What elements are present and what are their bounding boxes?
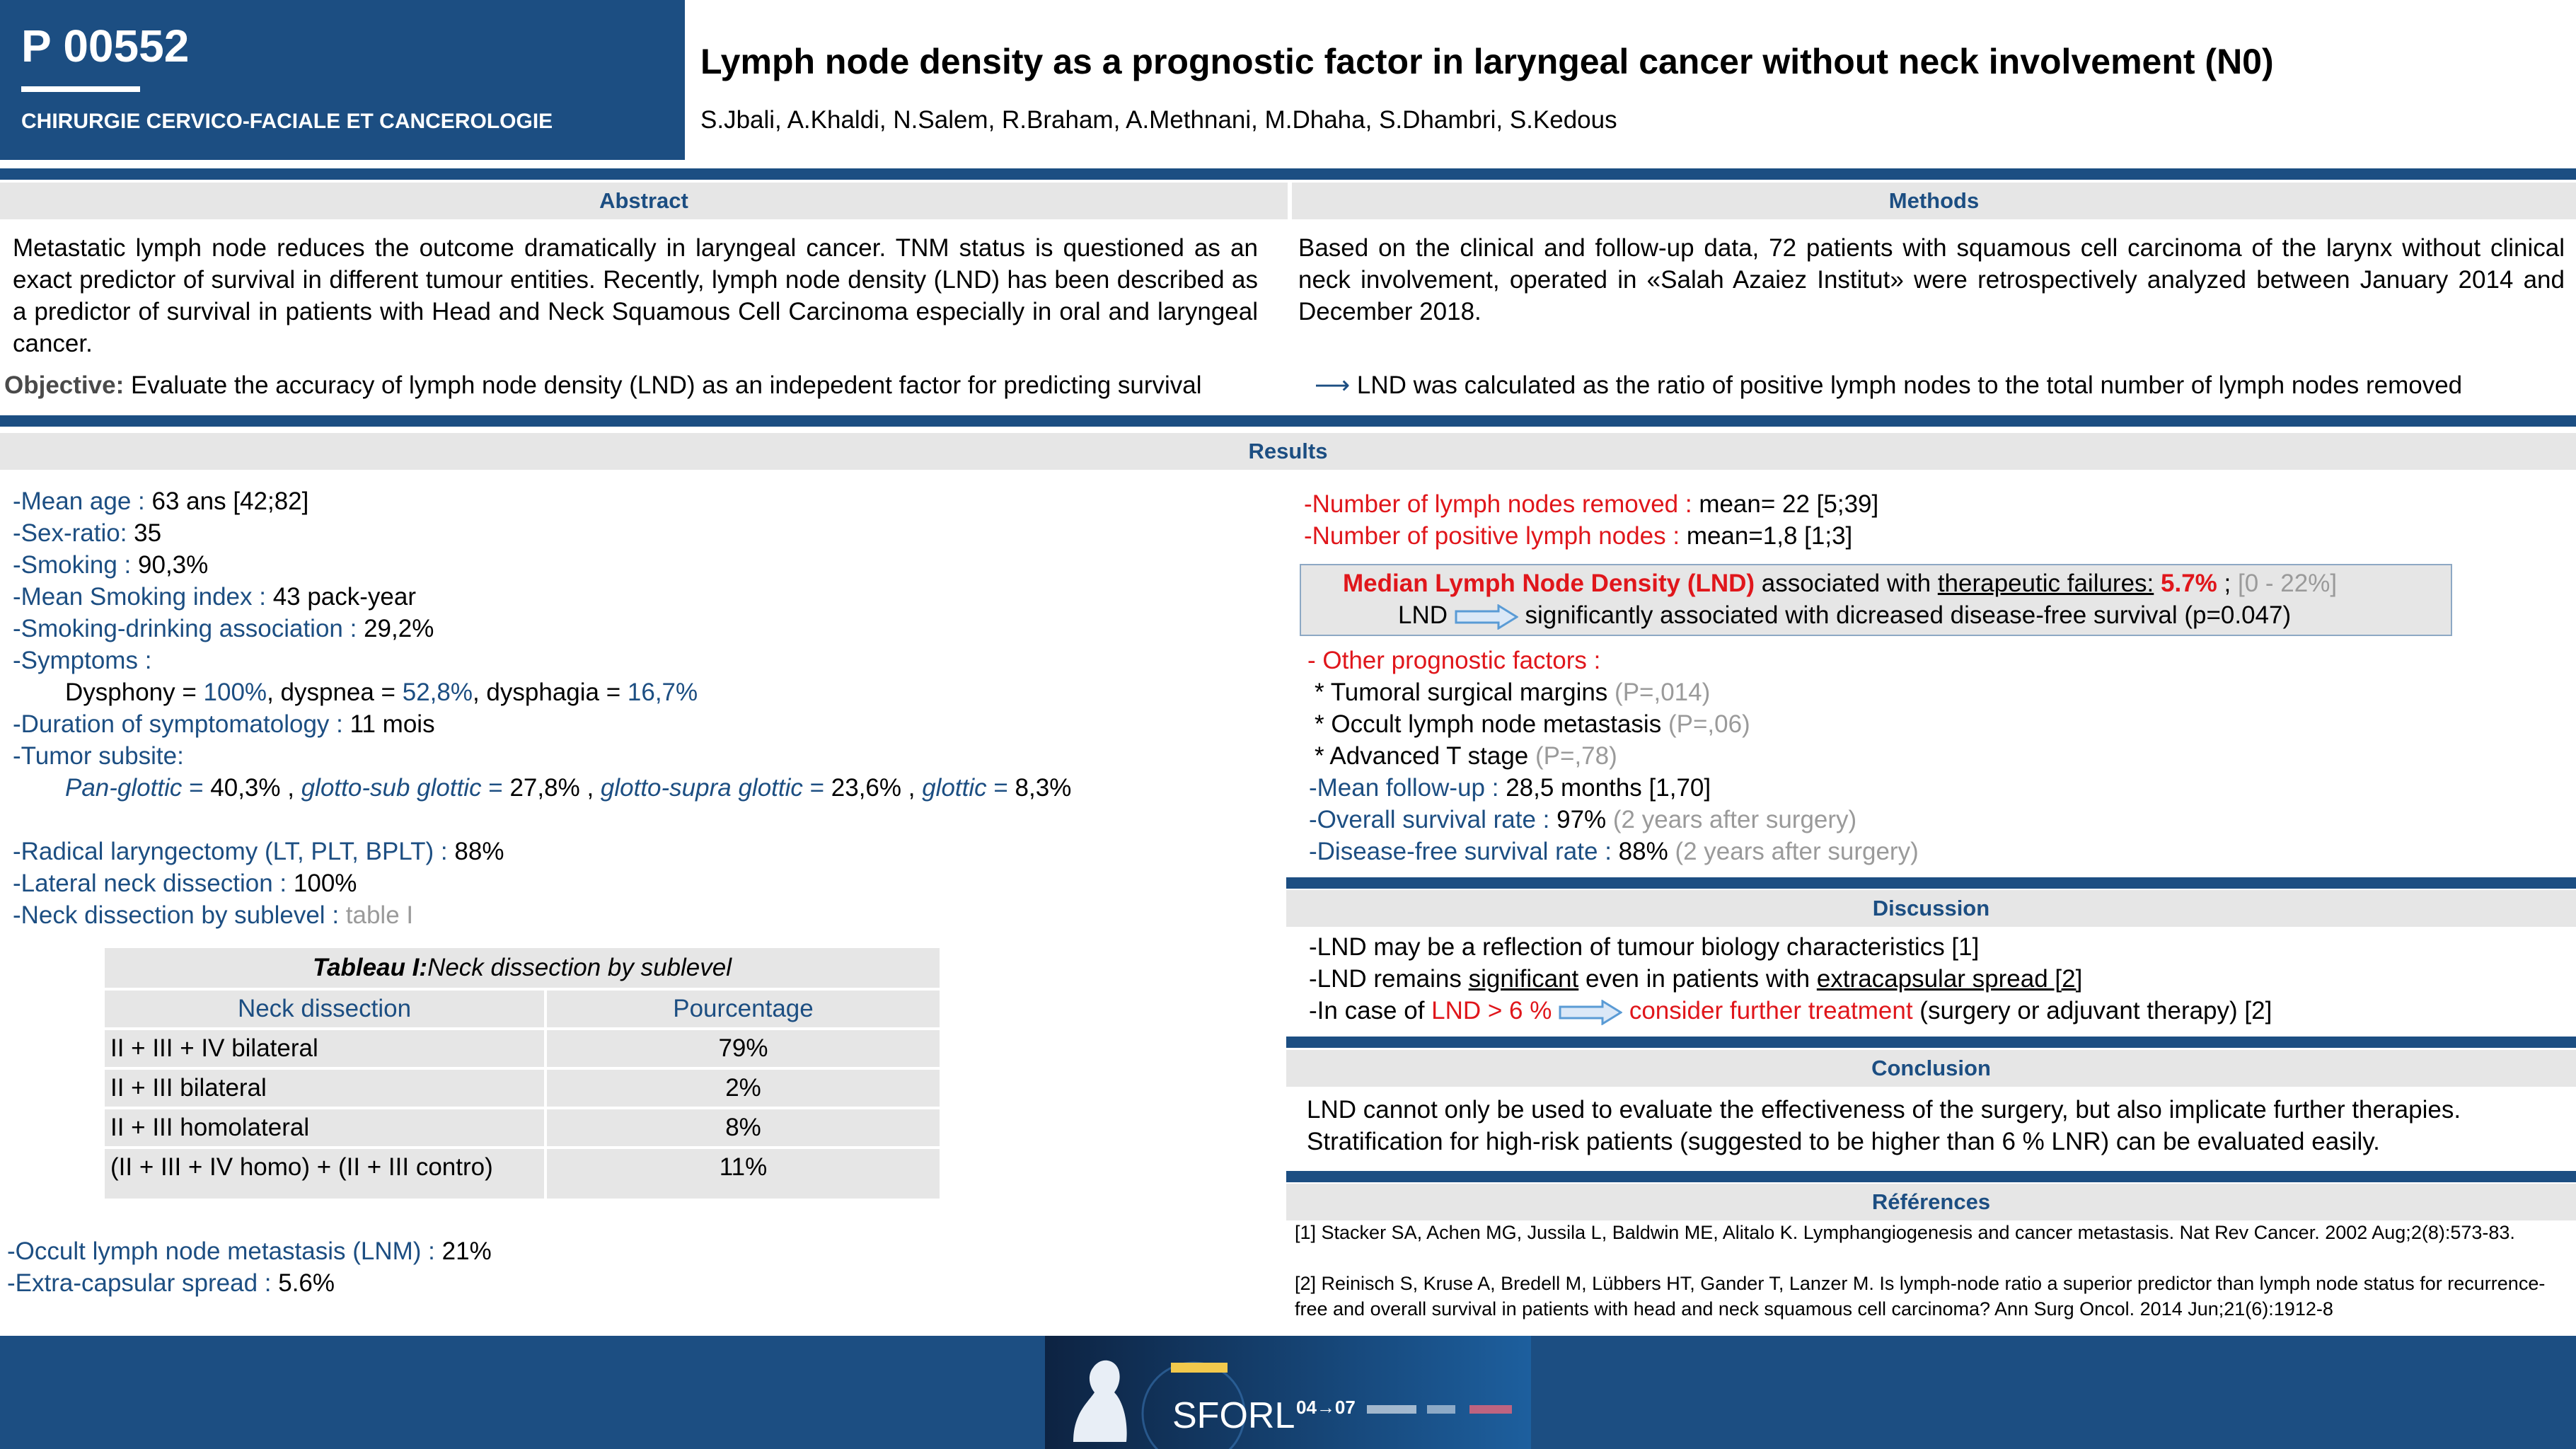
abstract-text: Metastatic lymph node reduces the outcome dramatically in laryngeal cancer. TNM status is questioned as an exact predictor of survival in different tumour entities. Recently, lymph node density (LND) has been described as a predictor of survival in patients with Head and Neck Squamous Cell Carcinoma especially in oral and laryngeal cancer. [13, 234, 1258, 357]
conclusion-line-2: Stratification for high-risk patients (suggested to be higher than 6 % LNR) can be evaluated easily. [1307, 1128, 2380, 1155]
discussion-line-3: -In case of LND > 6 % consider further treatment (surgery or adjuvant therapy) [2] [1309, 997, 2272, 1024]
subsite-values: Pan-glottic = 40,3% , glotto-sub glottic = 27,8% , glotto-supra glottic = 23,6% , glottic = 8,3% [65, 774, 1072, 802]
logo-dates-text: 04→07 [1296, 1397, 1356, 1418]
symptoms-values: Dysphony = 100%, dyspnea = 52,8%, dysphagia = 16,7% [65, 679, 698, 706]
symptoms-label: -Symptoms : [13, 647, 152, 674]
positive-nodes: -Number of positive lymph nodes : mean=1,8 [1;3] [1304, 522, 1853, 550]
right-arrow-icon: ⟶ [1315, 371, 1351, 399]
objective-line [4, 369, 1202, 401]
lnd-association-line: LND significantly associated with dicreased disease-free survival (p=0.047) [1398, 601, 2292, 629]
sublevel-dissection: -Neck dissection by sublevel : table I [13, 901, 414, 929]
table-row: II + III bilateral 2% [105, 1067, 940, 1107]
methods-text: Based on the clinical and follow-up data, 72 patients with squamous cell carcinoma of the larynx without clinical neck involvement, operated in «Salah Azaiez Institut» were retrospectively analyzed between January 2014 and December 2018. [1298, 234, 2565, 325]
smoking-index: -Mean Smoking index : 43 pack-year [13, 583, 417, 611]
lateral-dissection: -Lateral neck dissection : 100% [13, 870, 357, 897]
factor-margins: * Tumoral surgical margins (P=,014) [1315, 679, 1711, 706]
factor-t-stage: * Advanced T stage (P=,78) [1315, 742, 1617, 770]
lnd-definition-text: LND was calculated as the ratio of positive lymph nodes to the total number of lymph nodes removed [1350, 371, 2463, 399]
table-row: (II + III + IV homo) + (II + III contro) 11% [105, 1146, 940, 1199]
divider-bar [1286, 1037, 2576, 1048]
subsite-label: -Tumor subsite: [13, 742, 184, 770]
sforl-congress-logo [1045, 1336, 1531, 1449]
mean-age: -Mean age : 63 ans [42;82] [13, 487, 309, 515]
sforl-logo-icon [1045, 1336, 1531, 1449]
disease-free-survival: -Disease-free survival rate : 88% (2 years after surgery) [1309, 838, 1919, 865]
duration: -Duration of symptomatology : 11 mois [13, 710, 435, 738]
objective-label: Objective: [4, 371, 125, 399]
table-header-percent: Pourcentage [673, 995, 814, 1022]
smoking-drinking: -Smoking-drinking association : 29,2% [13, 615, 434, 642]
poster-code: P 00552 [21, 21, 190, 71]
poster-title: Lymph node density as a prognostic factor in laryngeal cancer without neck involvement (N0) [700, 42, 2274, 81]
other-factors-label: - Other prognostic factors : [1307, 647, 1601, 674]
divider-bar [0, 415, 2576, 427]
objective-text: Evaluate the accuracy of lymph node density (LND) as an indepedent factor for predicting survival [124, 371, 1202, 399]
median-lnd-line: Median Lymph Node Density (LND) associated with therapeutic failures: 5.7% ; [0 - 22%] [1343, 570, 2338, 597]
methods-heading: Methods [1292, 183, 2576, 219]
authors: S.Jbali, A.Khaldi, N.Salem, R.Braham, A.Methnani, M.Dhaha, S.Dhambri, S.Kedous [700, 106, 1617, 134]
logo-sforl-text: SFORL [1172, 1395, 1295, 1436]
department: CHIRURGIE CERVICO-FACIALE ET CANCEROLOGIE [21, 110, 553, 133]
neck-dissection-table [105, 948, 940, 1199]
abstract-heading: Abstract [0, 183, 1288, 219]
results-heading: Results [0, 433, 2576, 470]
divider-bar [1286, 877, 2576, 889]
right-arrow-icon [1559, 1000, 1622, 1025]
table-header-row [105, 988, 940, 1027]
discussion-heading: Discussion [1286, 890, 2576, 927]
table-header-dissection: Neck dissection [105, 991, 547, 1027]
mean-follow-up: -Mean follow-up : 28,5 months [1,70] [1309, 774, 1711, 802]
conclusion-line-1: LND cannot only be used to evaluate the effectiveness of the surgery, but also implicate further therapies. [1307, 1096, 2461, 1124]
reference-2: [2] Reinisch S, Kruse A, Bredell M, Lübbers HT, Gander T, Lanzer M. Is lymph-node ratio a superior predictor than lymph node status for recurrence-free and overall survival in patients with head and neck squamous cell carcinoma? Ann Surg Oncol. 2014 Jun;21(6):1912-8 [1295, 1273, 2546, 1320]
reference-1: [1] Stacker SA, Achen MG, Jussila L, Baldwin ME, Alitalo K. Lymphangiogenesis and cancer metastasis. Nat Rev Cancer. 2002 Aug;2(8):573-83. [1295, 1222, 2515, 1243]
lnd-definition [1315, 369, 2462, 401]
discussion-line-2: -LND remains significant even in patients with extracapsular spread [2] [1309, 965, 2083, 993]
sex-ratio: -Sex-ratio: 35 [13, 519, 162, 547]
smoking: -Smoking : 90,3% [13, 551, 209, 579]
references-heading: Références [1286, 1184, 2576, 1220]
extracapsular-spread: -Extra-capsular spread : 5.6% [7, 1269, 335, 1297]
nodes-removed: -Number of lymph nodes removed : mean= 22 [5;39] [1304, 490, 1879, 518]
discussion-line-1: -LND may be a reflection of tumour biology characteristics [1] [1309, 933, 1980, 961]
overall-survival: -Overall survival rate : 97% (2 years after surgery) [1309, 806, 1857, 833]
divider-bar [0, 168, 2576, 180]
table-row: II + III + IV bilateral 79% [105, 1027, 940, 1067]
code-underline [21, 86, 140, 92]
factor-lnm: * Occult lymph node metastasis (P=,06) [1315, 710, 1750, 738]
radical-laryngectomy: -Radical laryngectomy (LT, PLT, BPLT) : 88% [13, 838, 504, 865]
right-arrow-icon [1455, 604, 1518, 630]
table-caption: Tableau I: Neck dissection by sublevel [312, 954, 732, 981]
occult-lnm: -Occult lymph node metastasis (LNM) : 21% [7, 1237, 492, 1265]
table-row: II + III homolateral 8% [105, 1107, 940, 1146]
divider-bar [1286, 1171, 2576, 1182]
conclusion-heading: Conclusion [1286, 1050, 2576, 1087]
